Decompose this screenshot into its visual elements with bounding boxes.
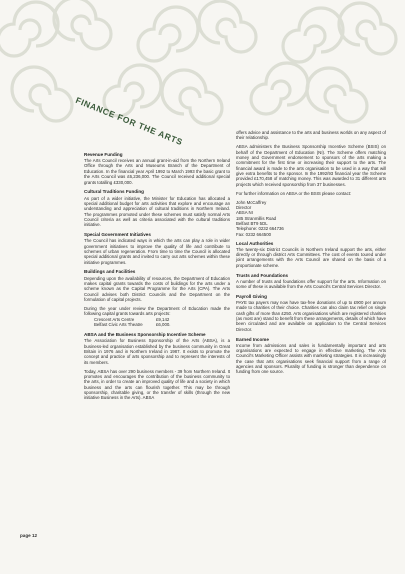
section-heading: Revenue Funding (84, 152, 123, 157)
section-cultural-traditions (84, 189, 230, 227)
page-title: FINANCE FOR THE ARTS (74, 95, 185, 148)
section-text: The Council has indicated ways in which the arts can play a role in wider government initiatives to improve the quality of life and contribute to schemes of urban regeneration. From time to time the Council is allocated special additional grants and invited to carry out arts schemes within these initiative programmes. (84, 238, 230, 265)
address-line: ABSA NI (236, 210, 253, 216)
section-heading: Buildings and Facilities (84, 269, 136, 275)
section-text: The Association for Business Sponsorship of the Arts (ABSA), is a business-led organisation established by the business community in Great Britain in 1976 and in Northern Ireland in 1987. It exists to promote the concept and practice of arts sponsorship and to represent the interests of its members. (84, 338, 230, 365)
section-heading: Local Authorities (236, 240, 274, 246)
section-buildings (84, 269, 230, 327)
section-local-authorities (236, 241, 386, 269)
address-line: Belfast BT9 5DL (236, 220, 268, 226)
section-text: As part of a wider initiative, the Minister for Education has allocated a special additional budget for arts activities that explore and encourage an understanding and appreciation of cultural traditions in Northern Ireland. The programmes promoted under these schemes must satisfy normal Arts Council criteria as well as criteria associated with the cultural traditions initiative. (84, 195, 230, 228)
section-text: Today, ABSA has over 290 business members - 39 from Northern Ireland. It promotes and encourages the contribution of the business community to the arts, in order to create an improved quality of life and a society in which business and the arts can flourish together. This may be through sponsorship, charitable giving, or the transfer of skills (through the new initiative Business in the Arts). ABSA (84, 368, 230, 401)
section-text: The Arts Council receives an annual grant-in-aid from the Northern Ireland Office through the Arts and Museums Branch of the Department of Education. In the financial year April 1992 to March 1993 the basic grant to the Arts Council was £6,236,000. The Council received additional special grants totalling £330,000. (84, 158, 230, 185)
section-text: Depending upon the availability of resources, the Department of Education makes capital grants towards the costs of buildings for the arts under a scheme known as the Capital Programme for the Arts (CPA). The Arts Council advises both District Councils and the Department on the formulation of capital projects. (84, 275, 230, 302)
page-number: page 12 (20, 533, 38, 538)
section-earned-income (236, 337, 386, 375)
left-column (84, 152, 230, 405)
address-line: Fax: 0232 664500 (236, 231, 272, 237)
section-revenue-funding (84, 152, 230, 185)
contact-address (236, 200, 386, 237)
address-line: Director (236, 204, 252, 210)
decorative-banner (0, 0, 405, 150)
address-line: Telephone: 0232 664736 (236, 226, 284, 232)
section-heading: Trusts and Foundations (236, 272, 289, 278)
contact-intro: For further information on ABSA or the BSIS please contact: (236, 190, 352, 196)
section-text: During the year under review the Department of Education made the following capital grants towards arts projects: (84, 305, 230, 317)
grant-name: Crescent Arts Centre (94, 317, 135, 323)
grant-name: Belfast Civic Arts Theatre (94, 322, 143, 328)
section-text: Income from admissions and sales is fundamentally important and arts organisations are expected to engage in effective marketing. The Arts Council's Marketing Officer assists with marketing strategies. It is increasingly the case that arts organisations seek financial support from a range of agencies and sponsors. Plurality of funding is stronger than dependence on funding from one source. (236, 342, 386, 375)
address-line: 185 Stranmillis Road (236, 215, 277, 221)
section-special-government (84, 232, 230, 265)
section-text: offers advice and assistance to the arts and business worlds on any aspect of their relationship. (236, 130, 386, 141)
address-line: John McCaffrey (236, 199, 267, 205)
capital-grants-table (94, 317, 230, 328)
section-text: The twenty-six District Councils in Northern Ireland support the arts, either directly or through district Arts Committees. The cost of events toured under joint arrangements with the Arts Council are shared on the basis of a proportionate scheme. (236, 246, 386, 268)
section-payroll-giving (236, 294, 386, 332)
section-text: A number of trusts and foundations offer support for the arts. Information on some of these is available from the Arts Council's Central Services Director. (236, 278, 386, 290)
section-heading: Earned Income (236, 336, 269, 342)
section-heading: Cultural Traditions Funding (84, 189, 144, 195)
section-heading: Payroll Giving (236, 293, 267, 299)
swirl-pattern-icon (0, 0, 405, 150)
section-text: PAYE tax payers may now have tax-free donations of up to £900 per annum made to charities of their choice. Charities can also claim tax relief on single cash gifts of more than £250. Arts organisations which are registered charities (as most are) stand to benefit from these arrangements, details of which have been circulated and are available on application to the Central Services Director. (236, 300, 386, 332)
section-trusts (236, 273, 386, 290)
section-absa (84, 332, 230, 401)
section-heading: Special Government Initiatives (84, 232, 151, 238)
right-column (236, 130, 386, 379)
section-heading: ABSA and the Business Sponsorship Incentive Scheme (84, 332, 206, 338)
section-text: ABSA administers the Business Sponsorship Incentive Scheme (BSIS) on behalf of the Department of Education (NI). The Scheme offers matching money and Government endorsement to sponsors of the arts making a commitment for the first time or increasing their support to the arts. The financial award is made to the arts organisation to be used in a way that will give extra benefits to the sponsor. In the 1992/93 financial year the Scheme provided £170,458 of matching money. This was awarded to 31 different arts projects which received sponsorship from 37 businesses. (236, 144, 386, 187)
grant-amount: £6,000. (156, 322, 171, 328)
grant-amount: £9,142 (156, 317, 170, 323)
